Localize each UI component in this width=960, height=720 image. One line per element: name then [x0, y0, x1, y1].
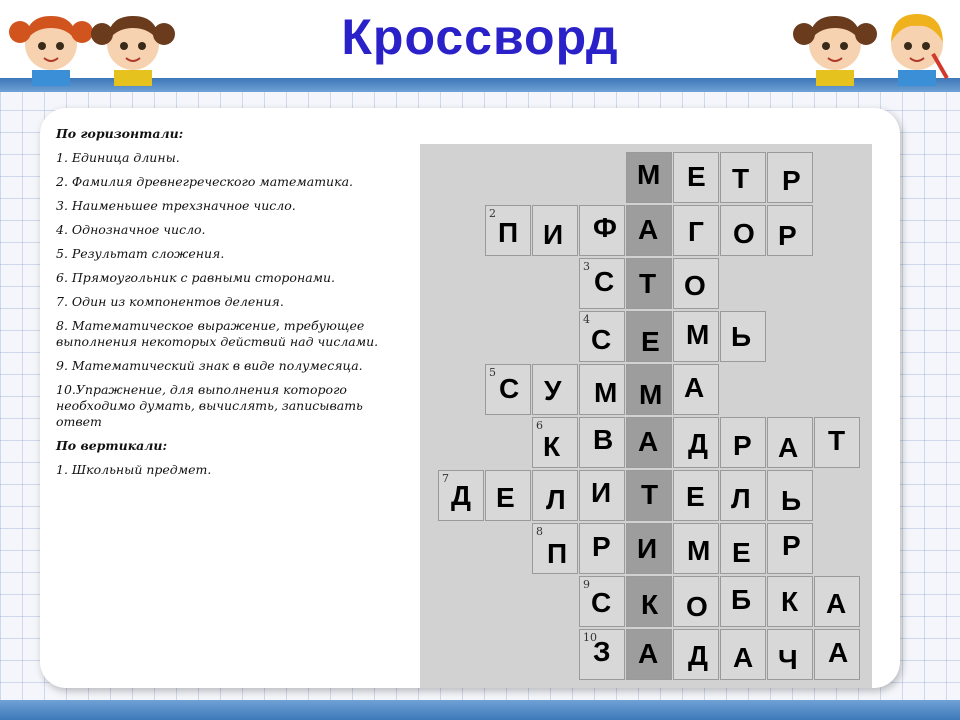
- grid-cell: [579, 470, 625, 521]
- grid-cell: [673, 205, 719, 256]
- grid-cell: [767, 576, 813, 627]
- grid-letter: Р: [592, 531, 611, 562]
- grid-cell: [532, 205, 578, 256]
- bottom-strip: [0, 700, 960, 720]
- page-title: Кроссворд: [341, 9, 619, 65]
- grid-cell: [767, 152, 813, 203]
- grid-cell: [673, 311, 719, 362]
- grid-letter: Г: [688, 216, 704, 247]
- grid-cell: [720, 152, 766, 203]
- grid-cell: [720, 523, 766, 574]
- grid-cell: [673, 258, 719, 309]
- clue-number: 7: [442, 472, 449, 485]
- grid-letter: А: [828, 637, 849, 668]
- grid-letter: С: [594, 266, 615, 297]
- grid-letter: Е: [496, 482, 515, 513]
- grid-letter: Т: [732, 163, 750, 194]
- grid-cell: [626, 152, 672, 203]
- grid-letter: Т: [828, 425, 846, 456]
- grid-cell: [673, 364, 719, 415]
- grid-letter: И: [591, 477, 612, 508]
- grid-letter: С: [499, 373, 520, 404]
- grid-cell: [579, 417, 625, 468]
- grid-letter: Б: [731, 584, 752, 615]
- clue-across-6: 6. Прямоугольник с равными сторонами.: [56, 270, 336, 285]
- grid-cell: [579, 205, 625, 256]
- grid-cell: [720, 205, 766, 256]
- grid-letter: Е: [687, 161, 706, 192]
- grid-cell: [579, 576, 625, 627]
- grid-letter: А: [684, 372, 705, 403]
- grid-cell: [626, 629, 672, 680]
- grid-letter: Л: [731, 483, 751, 514]
- grid-cell: [673, 523, 719, 574]
- clue-across-9: 9. Математический знак в виде полумесяца.: [56, 358, 363, 373]
- grid-letter: О: [686, 591, 708, 622]
- grid-cell: [814, 629, 860, 680]
- grid-letter: Е: [641, 326, 660, 357]
- grid-cell: [626, 258, 672, 309]
- grid-letter: Ф: [593, 212, 617, 243]
- grid-letter: У: [544, 375, 562, 406]
- grid-letter: П: [498, 217, 519, 248]
- grid-letter: Ч: [778, 644, 798, 675]
- clue-number: 4: [583, 313, 590, 326]
- grid-letter: М: [594, 377, 618, 408]
- grid-letter: М: [637, 159, 661, 190]
- grid-letter: К: [543, 431, 561, 462]
- grid-letter: С: [591, 587, 612, 618]
- grid-letter: Е: [732, 537, 751, 568]
- grid-letter: О: [684, 270, 706, 301]
- crossword-grid: [420, 144, 872, 688]
- grid-letter: Р: [782, 530, 801, 561]
- grid-letter: О: [733, 218, 755, 249]
- grid-cell: [673, 417, 719, 468]
- grid-cell: [626, 417, 672, 468]
- grid-cell: [532, 470, 578, 521]
- grid-cell: [485, 205, 531, 256]
- grid-letter: З: [593, 636, 611, 667]
- clue-number: 2: [489, 207, 496, 220]
- down-heading: По вертикали:: [56, 438, 168, 453]
- grid-cell: [814, 417, 860, 468]
- grid-letter: М: [639, 379, 663, 410]
- grid-letter: Р: [778, 220, 797, 251]
- grid-letter: П: [547, 538, 568, 569]
- grid-cell: [579, 258, 625, 309]
- grid-letter: С: [591, 324, 612, 355]
- grid-letter: Д: [688, 640, 708, 671]
- grid-cell: [532, 523, 578, 574]
- grid-cell: [626, 364, 672, 415]
- grid-cell: [673, 152, 719, 203]
- grid-cell: [720, 417, 766, 468]
- grid-letter: Д: [451, 480, 471, 511]
- grid-cell: [438, 470, 484, 521]
- grid-cell: [485, 364, 531, 415]
- grid-cell: [673, 629, 719, 680]
- grid-letter: Р: [782, 165, 801, 196]
- grid-letter: Ь: [781, 485, 802, 516]
- clue-across-1: 1. Единица длины.: [56, 150, 180, 165]
- grid-letter: Л: [546, 484, 566, 515]
- grid-letter: А: [638, 214, 659, 245]
- grid-cell: [579, 311, 625, 362]
- grid-cell: [673, 576, 719, 627]
- grid-letter: И: [637, 533, 658, 564]
- grid-cell: [767, 629, 813, 680]
- clue-across-10: 10.Упражнение, для выполнения которого необходимо думать, вычислять, записывать ответ: [56, 382, 363, 429]
- grid-letter: А: [638, 638, 659, 669]
- grid-cell: [720, 629, 766, 680]
- grid-letter: Р: [733, 430, 752, 461]
- clue-across-2: 2. Фамилия древнегреческого математика.: [56, 174, 354, 189]
- grid-letter: М: [687, 535, 711, 566]
- grid-cell: [767, 205, 813, 256]
- grid-cell: [532, 364, 578, 415]
- grid-cell: [626, 523, 672, 574]
- grid-letter: А: [826, 588, 847, 619]
- clue-across-7: 7. Один из компонентов деления.: [56, 294, 284, 309]
- clue-number: 8: [536, 525, 543, 538]
- grid-cell: [579, 629, 625, 680]
- grid-letter: М: [686, 319, 710, 350]
- clue-number: 5: [489, 366, 496, 379]
- grid-letter: Е: [686, 481, 705, 512]
- clue-across-8: 8. Математическое выражение, требующее выполнения некоторых действий над числами.: [56, 318, 379, 349]
- grid-letter: А: [778, 432, 799, 463]
- grid-letter: А: [733, 642, 754, 673]
- grid-cell: [767, 523, 813, 574]
- grid-cell: [485, 470, 531, 521]
- clue-number: 10: [583, 631, 597, 644]
- grid-letter: А: [638, 426, 659, 457]
- grid-letter: И: [543, 219, 564, 250]
- grid-letter: Ь: [731, 321, 752, 352]
- grid-letter: В: [593, 424, 614, 455]
- grid-cell: [767, 470, 813, 521]
- grid-cell: [767, 417, 813, 468]
- grid-cell: [579, 523, 625, 574]
- clue-across-5: 5. Результат сложения.: [56, 246, 225, 261]
- grid-letter: К: [641, 589, 659, 620]
- grid-cell: [720, 470, 766, 521]
- grid-cell: [626, 311, 672, 362]
- grid-cell: [626, 576, 672, 627]
- grid-cell: [720, 576, 766, 627]
- clue-down-1: 1. Школьный предмет.: [56, 462, 212, 477]
- clue-number: 6: [536, 419, 543, 432]
- across-heading: По горизонтали:: [56, 126, 184, 141]
- clues-panel: [56, 126, 386, 486]
- grid-cell: [814, 576, 860, 627]
- grid-cell: [579, 364, 625, 415]
- grid-cell: [720, 311, 766, 362]
- grid-letter: Д: [688, 428, 708, 459]
- clue-across-4: 4. Однозначное число.: [56, 222, 206, 237]
- grid-cell: [626, 470, 672, 521]
- grid-cell: [532, 417, 578, 468]
- clue-number: 3: [583, 260, 590, 273]
- grid-letter: Т: [639, 268, 657, 299]
- clue-across-3: 3. Наименьшее трехзначное число.: [56, 198, 296, 213]
- grid-letter: К: [781, 586, 799, 617]
- grid-letter: Т: [641, 479, 659, 510]
- grid-cell: [673, 470, 719, 521]
- grid-cell: [626, 205, 672, 256]
- clue-number: 9: [583, 578, 590, 591]
